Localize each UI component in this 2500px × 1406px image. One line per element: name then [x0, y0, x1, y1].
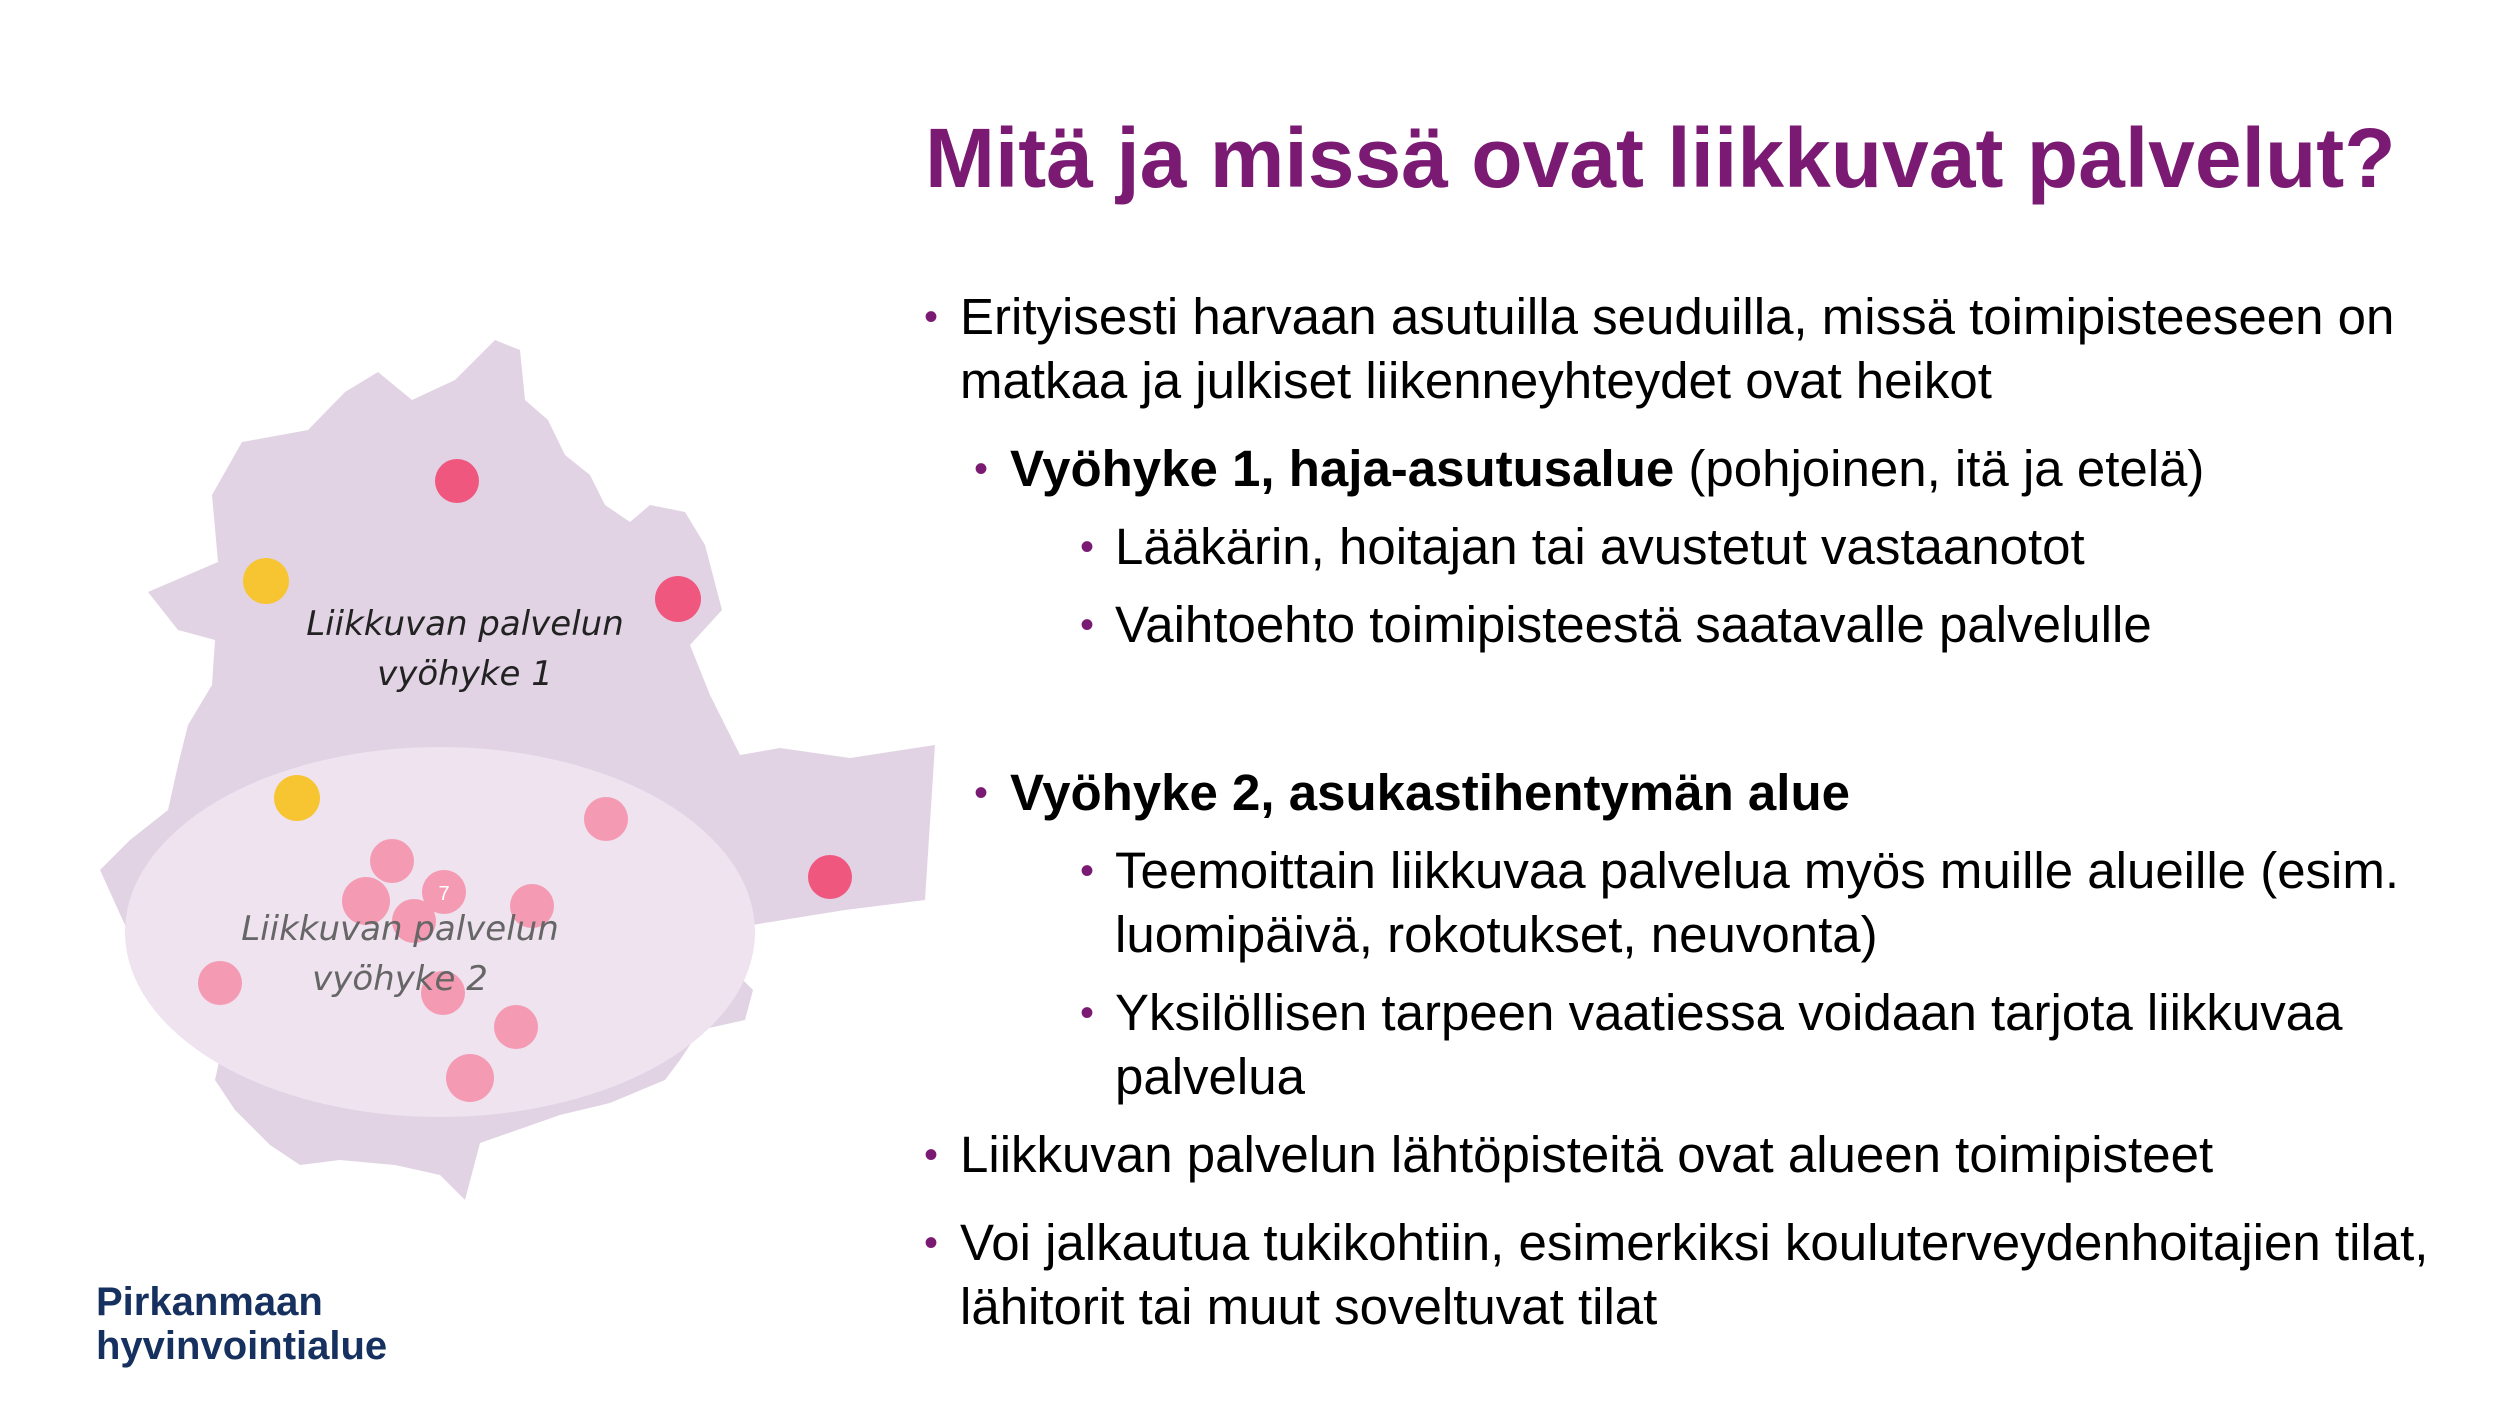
bullet-zone-2-individual: • Yksilöllisen tarpeen vaatiessa voidaan tarjota liikkuvaa palvelua [960, 981, 2480, 1109]
bullet-zone-1-alternative: • Vaihtoehto toimipisteestä saatavalle palvelulle [960, 593, 2480, 657]
numbered-marker-label: 7 [438, 883, 450, 905]
zone-2-label: Liikkuvan palvelun [241, 909, 559, 949]
zone-1-marker [808, 855, 852, 899]
zone-2-marker [494, 1005, 538, 1049]
zone-2-marker [370, 839, 414, 883]
logo-line-2: hyvinvointialue [96, 1324, 388, 1368]
zone-2-marker [446, 1054, 494, 1102]
zone-1-label: Liikkuvan palvelun [306, 604, 624, 644]
bullet-sparse-areas: • Erityisesti harvaan asutuilla seuduilla, missä toimipisteeseen on matkaa ja julkiset liikenneyhteydet ovat heikot [960, 285, 2480, 413]
pirkanmaa-logo [96, 1280, 387, 1368]
zone-2-label-number: vyöhyke 2 [312, 959, 488, 999]
zone-2-marker [584, 797, 628, 841]
slide-title: Mitä ja missä ovat liikkuvat palvelut? [925, 111, 2396, 205]
zone-2-marker [198, 961, 242, 1005]
zone-1-marker [655, 576, 701, 622]
zone-1-areas: (pohjoinen, itä ja etelä) [1674, 440, 2205, 497]
bullet-zone-2-themes: • Teemoittain liikkuvaa palvelua myös muille alueille (esim. luomipäivä, rokotukset, neuvonta) [960, 839, 2480, 967]
bullet-zone-1 [960, 437, 2480, 501]
bullet-starting-points: • Liikkuvan palvelun lähtöpisteitä ovat alueen toimipisteet [960, 1123, 2480, 1187]
bullet-list [960, 285, 2480, 1339]
region-map [0, 300, 940, 1220]
zone-2-marker [274, 775, 320, 821]
bullet-outreach: • Voi jalkautua tukikohtiin, esimerkiksi kouluterveydenhoitajien tilat, lähitorit tai muut soveltuvat tilat [960, 1211, 2480, 1339]
zone-1-label-number: vyöhyke 1 [377, 654, 553, 694]
zone-1-marker [435, 459, 479, 503]
bullet-zone-2 [960, 761, 2480, 825]
bullet-zone-1-appointments: • Lääkärin, hoitajan tai avustetut vastaanotot [960, 515, 2480, 579]
zone-2-heading: Vyöhyke 2, asukastihentymän alue [1010, 764, 1850, 821]
logo-line-1: Pirkanmaan [96, 1280, 323, 1324]
zone-1-heading: Vyöhyke 1, haja-asutusalue [1010, 440, 1675, 497]
zone-1-marker [243, 558, 289, 604]
